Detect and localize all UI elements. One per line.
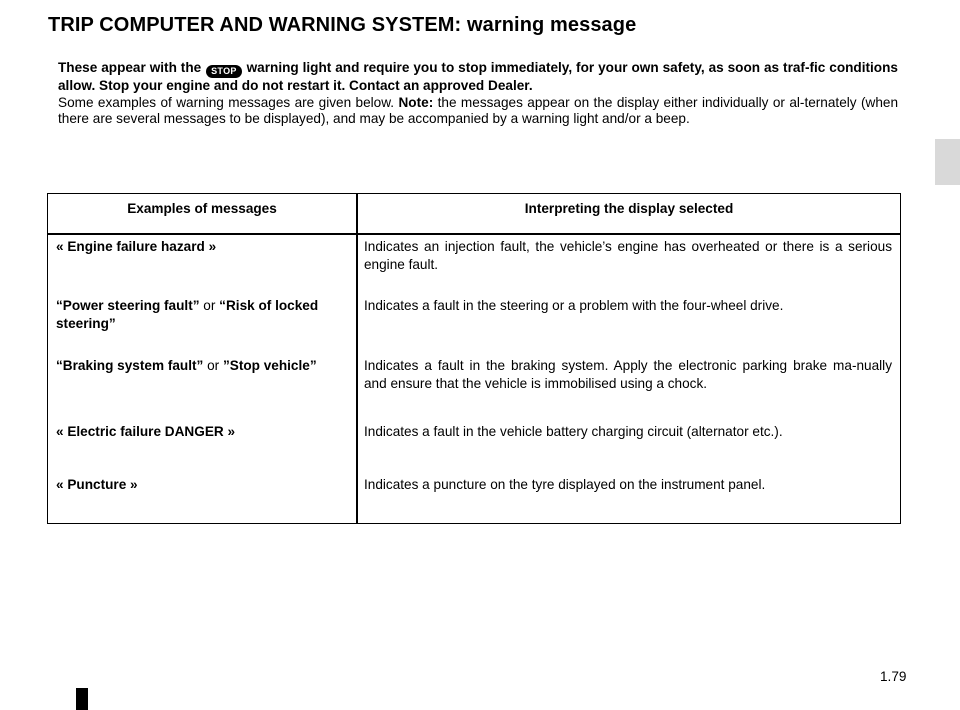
table-row-interpretation: Indicates a fault in the steering or a problem with the four-wheel drive. — [364, 298, 784, 313]
message-connector: or — [203, 358, 223, 373]
message-part1: “Braking system fault” — [56, 358, 204, 373]
header-interpretation: Interpreting the display selected — [524, 201, 734, 216]
page-number: 1.79 — [880, 669, 907, 684]
message-connector: or — [199, 298, 220, 313]
table-row-interpretation: Indicates a puncture on the tyre displayed on the instrument panel. — [364, 477, 766, 492]
message-part1: “Power steering fault” — [56, 298, 200, 313]
table-row-message — [56, 238, 352, 256]
message-part1: « Puncture » — [56, 477, 138, 492]
table-row-message — [56, 297, 352, 333]
page-title: TRIP COMPUTER AND WARNING SYSTEM: warning message — [48, 14, 637, 36]
messages-table — [47, 193, 901, 524]
corner-mark — [76, 688, 88, 710]
section-tab — [935, 139, 960, 185]
table-row-interpretation: Indicates a fault in the vehicle battery charging circuit (alternator etc.). — [364, 424, 783, 439]
table-row-message — [56, 476, 352, 494]
stop-warning-icon: STOP — [206, 65, 242, 78]
intro-normal-text: Some examples of warning messages are given below. — [58, 94, 395, 110]
intro-paragraph — [58, 60, 898, 128]
note-text: the messages appear on the display either individually or al-ternately (when there are several messages to be displayed), and may be accompanied by a warning light and/or a beep. — [58, 94, 899, 126]
message-part2: “Risk of locked steering” — [56, 298, 319, 331]
note-label: Note: — [398, 94, 434, 110]
intro-bold-start: These appear with the — [58, 60, 202, 75]
header-divider — [48, 233, 900, 235]
message-part2: ”Stop vehicle” — [222, 358, 317, 373]
column-divider — [356, 194, 358, 523]
table-row-interpretation: Indicates a fault in the braking system. Apply the electronic parking brake ma-nually and ensure that the vehicle is immobilised using a chock. — [364, 358, 892, 391]
table-row-message — [56, 357, 352, 375]
intro-bold-end: warning light and require you to stop immediately, for your own safety, as soon as traf-fic conditions allow. Stop your engine and do not restart it. Contact an approved Dealer. — [58, 60, 898, 93]
header-examples: Examples of messages — [127, 201, 277, 216]
message-part1: « Electric failure DANGER » — [56, 424, 236, 439]
message-part1: « Engine failure hazard » — [56, 239, 217, 254]
table-row-interpretation: Indicates an injection fault, the vehicle’s engine has overheated or there is a serious engine fault. — [364, 239, 892, 272]
table-row-message — [56, 423, 352, 441]
